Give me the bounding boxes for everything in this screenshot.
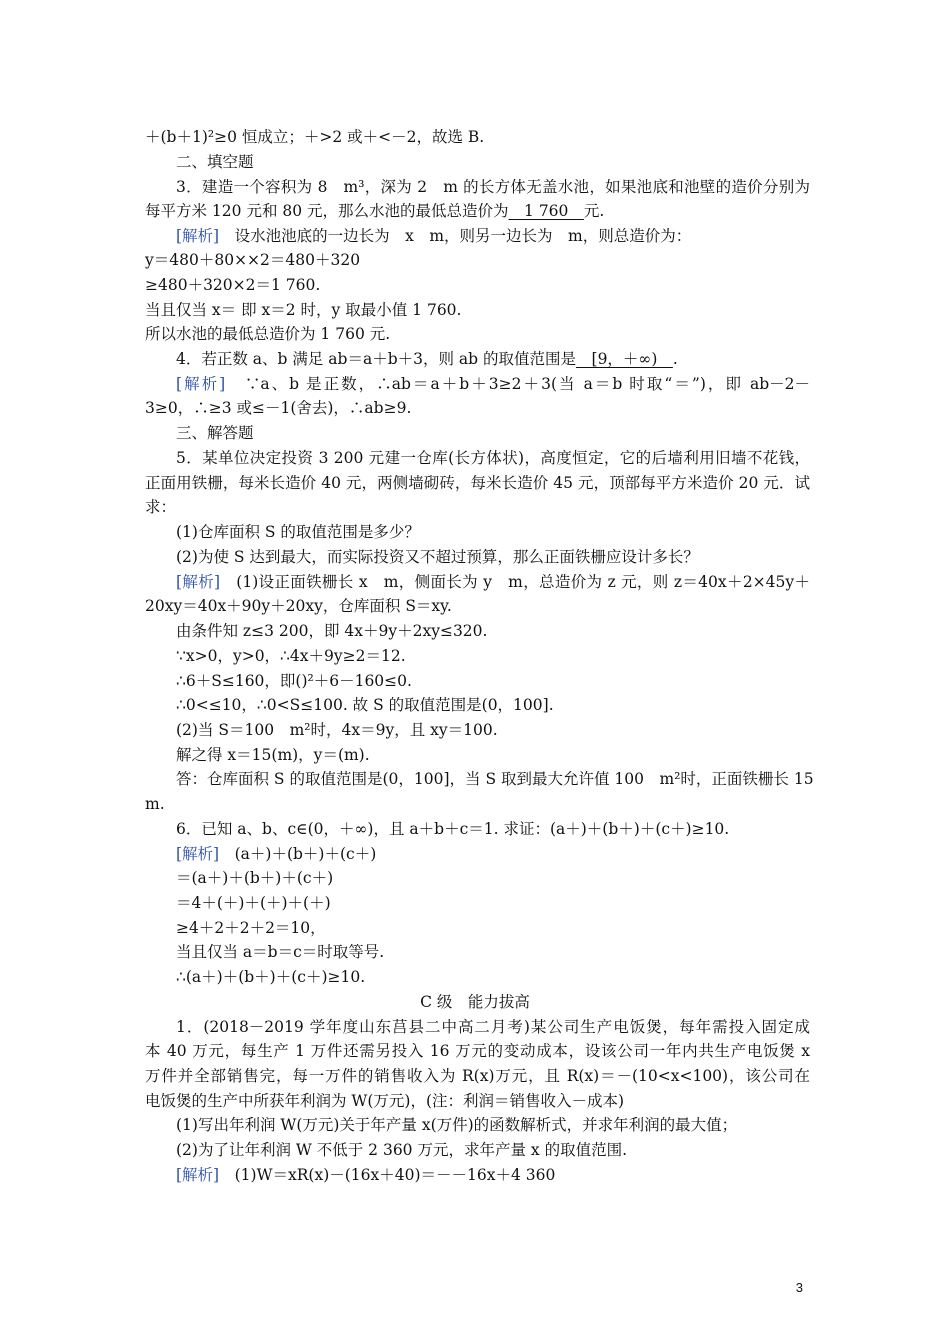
text-line: ∴(a＋)＋(b＋)＋(c＋)≥10.: [176, 968, 366, 986]
text-line: 答：仓库面积 S 的取值范围是(0，100]，当 S 取到最大允许值 100 m²时，正面铁栅长 15: [176, 770, 814, 788]
text-line: 5．某单位决定投资 3 200 元建一仓库(长方体状)，高度恒定，它的后墙利用旧墙不花钱，: [176, 449, 810, 467]
text-line: ＝4＋(＋)＋(＋)＋(＋): [176, 894, 331, 912]
text-line: (2)为了让年利润 W 不低于 2 360 万元，求年产量 x 的取值范围.: [176, 1141, 627, 1159]
text-line: (2)为使 S 达到最大，而实际投资又不超过预算，那么正面铁栅应设计多长？: [176, 548, 699, 566]
text-line: 3≥0，∴≥3 或≤－1(舍去)，∴ab≥9.: [145, 399, 412, 417]
page-number: 3: [795, 1280, 803, 1295]
text-line: 解之得 x＝15(m)，y＝(m).: [176, 746, 370, 764]
text-line: m.: [145, 795, 165, 813]
analysis-tag: [解析]: [176, 573, 221, 591]
analysis-line: [解析] ∵a、b 是正数，∴ab＝a＋b＋3≥2＋3(当 a＝b 时取“＝”)，即 ab－2－: [176, 375, 810, 393]
text-line: ∴0<≤10，∴0<S≤100. 故 S 的取值范围是(0，100].: [176, 696, 554, 714]
text-line: ∵x>0，y>0，∴4x＋9y≥2＝12.: [176, 647, 406, 665]
text-line: 万件并全部销售完，每一万件的销售收入为 R(x)万元，且 R(x)＝－(10<x<100)，该公司在: [145, 1067, 810, 1085]
text-line: 6．已知 a、b、c∈(0，＋∞)，且 a＋b＋c＝1. 求证：(a＋)＋(b＋)＋(c＋)≥10.: [176, 820, 730, 838]
text-line: 3．建造一个容积为 8 m³，深为 2 m 的长方体无盖水池，如果池底和池壁的造价分别为: [176, 178, 810, 196]
text-line: 求：: [145, 498, 177, 516]
text-line: 4．若正数 a、b 满足 ab＝a＋b＋3，则 ab 的取值范围是 [9，＋∞) .: [176, 350, 678, 368]
section-heading-fill: 二、填空题: [176, 153, 254, 171]
text-line: 所以水池的最低总造价为 1 760 元.: [145, 325, 391, 343]
text-line: ＋(b＋1)²≥0 恒成立；＋>2 或＋<－2，故选 B.: [145, 128, 485, 146]
section-heading-solve: 三、解答题: [176, 424, 254, 442]
text-line: ＝(a＋)＋(b＋)＋(c＋): [176, 869, 334, 887]
analysis-line: [解析] (1)设正面铁栅长 x m，侧面长为 y m，总造价为 z 元，则 z＝40x＋2×45y＋: [176, 573, 810, 591]
text-line: 由条件知 z≤3 200，即 4x＋9y＋2xy≤320.: [176, 622, 488, 640]
analysis-line: [解析] 设水池池底的一边长为 x m，则另一边长为 m，则总造价为：: [176, 227, 692, 245]
analysis-tag: [解析]: [176, 1166, 220, 1184]
text-line: 每平方米 120 元和 80 元，那么水池的最低总造价为 1 760 元.: [145, 202, 605, 220]
text-line: y＝480＋80××2＝480＋320: [145, 251, 361, 269]
analysis-line: [解析] (1)W＝xR(x)－(16x＋40)＝－－16x＋4 360: [176, 1166, 556, 1184]
section-heading-level-c: C 级 能力拔高: [420, 993, 530, 1011]
text-line: 当且仅当 x＝ 即 x＝2 时，y 取最小值 1 760.: [145, 301, 462, 319]
answer-blank: [9，＋∞): [576, 350, 673, 368]
text-line: 当且仅当 a＝b＝c＝时取等号.: [176, 943, 385, 961]
answer-blank: 1 760: [508, 202, 584, 220]
text-line: 电饭煲的生产中所获年利润为 W(万元)，(注：利润＝销售收入－成本): [145, 1092, 625, 1110]
text-line: (1)仓库面积 S 的取值范围是多少？: [176, 523, 420, 541]
text-line: ≥480＋320×2＝1 760.: [145, 276, 321, 294]
analysis-tag: [解析]: [176, 227, 220, 245]
text-line: (2)当 S＝100 m²时，4x＝9y，且 xy＝100.: [176, 721, 498, 739]
analysis-line: [解析] (a＋)＋(b＋)＋(c＋): [176, 845, 377, 863]
text-line: ∴6＋S≤160，即()²＋6－160≤0.: [176, 672, 412, 690]
text-line: 1．(2018－2019 学年度山东莒县二中高二月考)某公司生产电饭煲，每年需投入固定成: [176, 1018, 810, 1036]
text-line: 本 40 万元，每生产 1 万件还需另投入 16 万元的变动成本，设该公司一年内共生产电饭煲 x: [145, 1042, 810, 1060]
analysis-tag: [解析]: [176, 375, 226, 393]
text-line: 20xy＝40x＋90y＋20xy，仓库面积 S＝xy.: [145, 597, 452, 615]
text-line: ≥4＋2＋2＋2＝10，: [176, 919, 326, 937]
text-line: (1)写出年利润 W(万元)关于年产量 x(万件)的函数解析式，并求年利润的最大值；: [176, 1116, 738, 1134]
text-line: 正面用铁栅，每米长造价 40 元，两侧墙砌砖，每米长造价 45 元，顶部每平方米造价 20 元．试: [145, 474, 810, 492]
analysis-tag: [解析]: [176, 845, 220, 863]
